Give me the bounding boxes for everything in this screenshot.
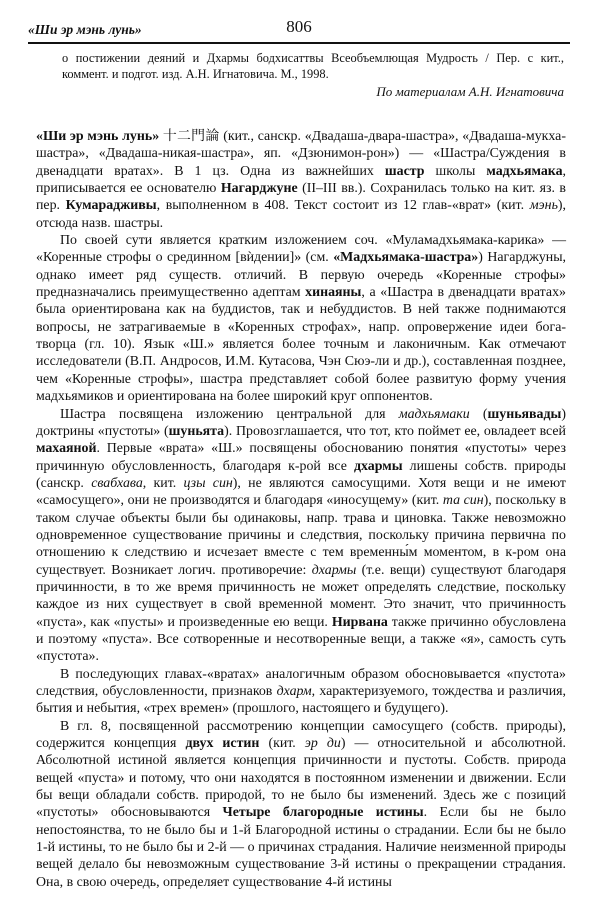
text: ) Нагарджуны, однако имеет ряд существ. отличий. В первую очередь «Коренные строфы» предназначались преимущественно адептам: [36, 250, 566, 301]
text: , кит.: [142, 475, 184, 491]
text: , а «Шастра в двенадцати вратах» была ориентирована как на буддистов, так и небуддистов. В ней также поднимаются вопросы, не затрагиваемые в «Коренных строфах», напр. опровержение идеи бога-творца (гл. 10). Язык «Ш.» является более точным и лаконичным. Как отмечают исследователи (В.П. Андросов, И.М. Кутасова, Чэн Сюэ-ли и др.), составленная позднее, чем «Коренные строфы», шастра представляет собой более развитую форму учения мадхьямиков и ориентирована на более широкий круг оппонентов.: [36, 285, 566, 405]
term-italic: дхарм: [276, 684, 312, 699]
term-italic: цзы син: [183, 475, 233, 491]
text: ), не являются самосущими. Хотя вещи и не имеют «самосущего», они не производятся и благодаря «иносущему» (кит.: [36, 475, 566, 509]
paragraph-2: [36, 232, 566, 405]
header-rule: [28, 42, 570, 44]
text: ), поскольку в таком случае объекты были бы одинаковы, напр. трава и циновка. Также невозможно одновременное существование причины и следствия, поскольку причина первична по отношению к следствию и исчезает вместе с тем временны́м моментом, в к-ром она существует. Возникает логич. противоречие:: [36, 493, 567, 578]
term: махаяной: [36, 441, 97, 457]
text: (кит., санскр. «Двадаша-двара-шастра», «Двадаша-мукха-шастра», «Двадаша-никая-шастра», яп. «Дзюнимон-рон») — «Шастра/Суждения в двенадцати вратах». В 1 цз. Одна из важнейших: [36, 129, 566, 179]
term: шастр: [384, 163, 425, 179]
text: ) — относительной и абсолютной. Абсолютной истиной является концепция причинности и пустоты. Собств. природа вещей «пуста» и потому, что они находятся в постоянном изменении и движении. Если бы вещи обладали собств. природой, то не было бы изменений. Здесь же с позиций «пустоты» обосновываются: [36, 736, 566, 821]
term: Нагарджуне: [220, 181, 298, 197]
term: двух истин: [185, 736, 260, 752]
text: , выполненном в 408. Текст состоит из 12 глав-«врат» (кит.: [156, 198, 530, 214]
text: Шастра посвящена изложению центральной для: [60, 406, 399, 422]
term: Четыре благородные истины: [222, 805, 424, 821]
paragraph-4: [36, 666, 566, 718]
reference-text: о постижении деяний и Дхармы бодхисаттвы Всеобъемлющая Мудрость / Пер. с кит., коммент. и подгот. изд. А.Н. Игнатовича. М., 1998.: [62, 51, 564, 81]
text: . Первые «врата» «Ш.» посвящены обоснованию понятия «пустоты» через причинную обусловленность, благодаря к-рой все: [36, 441, 566, 474]
text: В последующих главах-«вратах» аналогичным образом обосновывается «пустота» следствия, обусловленности, признаков: [36, 666, 566, 699]
term: дхармы: [354, 458, 403, 474]
reference-block: [62, 50, 564, 100]
text: (т.е. вещи) существуют благодаря причинности, в то же время причинность не может определять следствие, поскольку каждое из них существует в свой временной момент. Это значит, что причинность «пуста», как «пусты» и произведенные ею вещи.: [36, 562, 566, 630]
text: (II–III вв.). Сохранилась только на кит. яз. в пер.: [36, 181, 566, 214]
term-italic: эр ди: [304, 736, 341, 752]
text: , характеризуемого, тождества и различия, бытия и небытия, «трех времен» (прошлого, настоящего и будущего).: [36, 684, 566, 717]
text: , приписывается ее основателю: [36, 163, 567, 197]
term-italic: мадхьямаки: [398, 406, 470, 422]
page-header: [28, 0, 570, 44]
term: мадхьямака: [486, 163, 563, 179]
paragraph-3: [36, 406, 566, 666]
text: . Если бы не было непостоянства, то не было бы и 1-й Благородной истины о страдании. Если бы не было 1-й истины, то не было бы и 2-й — о причинах страдания. Наличие неизменной природы вещей делало бы невозможным существование 3-й истины о прекращении страдания. Она, в свою очередь, определяет существование 4-й истины: [36, 805, 566, 890]
term: Кумарадживы: [65, 198, 157, 214]
text: В гл. 8, посвященной рассмотрению концепции самосущего (собств. природы), содержится концепция: [36, 718, 566, 752]
term-italic: та син: [442, 493, 484, 509]
text: По своей сути является кратким изложением соч. «Муламадхьямака-карика» — «Коренные строфы о срединном [вѝдении]» (см.: [36, 233, 566, 266]
term-italic: свабхава: [91, 475, 143, 491]
term: Нирвана: [331, 614, 388, 630]
text: (кит.: [259, 736, 305, 752]
text: также причинно обусловлена и поэтому «пуста». Все сотворенные и несотворенные вещи, а также «я», самость суть «пустота».: [36, 614, 566, 665]
term: шуньявады: [487, 406, 562, 422]
hanzi-title: 十二門論: [162, 129, 220, 144]
text: лишены собств. природы (санскр.: [36, 458, 567, 491]
term-italic: дхармы: [311, 562, 357, 578]
text: (: [469, 406, 488, 422]
text: ), отсюда назв. шастры.: [36, 198, 566, 231]
paragraph-1: [36, 128, 566, 232]
running-title: «Ши эр мэнь лунь»: [28, 22, 142, 37]
reference-source: По материалам А.Н. Игнатовича: [376, 84, 564, 99]
entry-title: «Ши эр мэнь лунь»: [36, 129, 160, 144]
term-italic: мэнь: [529, 198, 558, 214]
term: хинаяны: [305, 285, 362, 301]
term: «Мадхьямака-шастра»: [333, 250, 479, 266]
text: ) доктрины «пустоты» (: [36, 406, 567, 439]
article-body: [36, 128, 566, 891]
text: школы: [424, 163, 487, 179]
text: ). Провозглашается, что тот, кто поймет ее, овладеет всей: [224, 423, 566, 439]
page-number: 806: [286, 17, 312, 36]
paragraph-5: [36, 718, 566, 891]
term: шуньята: [168, 423, 225, 439]
